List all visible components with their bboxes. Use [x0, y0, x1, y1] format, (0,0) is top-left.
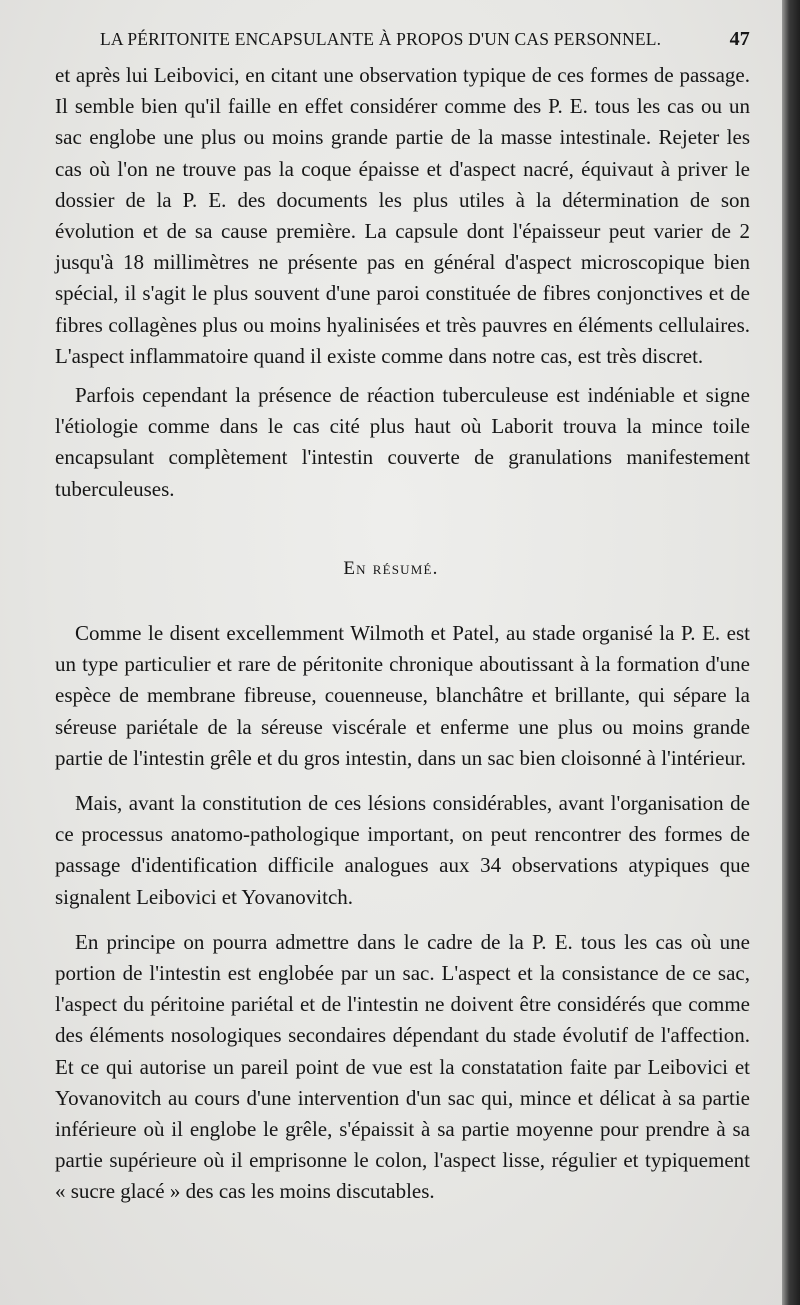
section-heading: En résumé.: [343, 558, 439, 579]
running-header: [100, 24, 750, 54]
running-title: LA PÉRITONITE ENCAPSULANTE À PROPOS D'UN CAS PERSONNEL.: [100, 28, 662, 49]
paragraph: En principe on pourra admettre dans le cadre de la P. E. tous les cas où une portion de l'intestin est englobée par un sac. L'aspect et la consistance de ce sac, l'aspect du péritoine pariétal et de l'intestin ne doivent être considérés que comme des éléments nosologiques secondaires dépendant du stade évolutif de l'affection. Et ce qui autorise un pareil point de vue est la constatation faite par Leibovici et Yovanovitch au cours d'une intervention d'un sac qui, mince et délicat à sa partie inférieure où il englobe le grêle, s'épaissit à sa partie moyenne pour prendre à sa partie supérieure où il emprisonne le colon, l'aspect lisse, régulier et typiquement « sucre glacé » des cas les moins discutables.: [55, 929, 750, 1204]
page-number: 47: [729, 27, 750, 50]
body-text-top: [55, 60, 750, 386]
paragraph: Comme le disent excellemment Wilmoth et Patel, au stade organisé la P. E. est un type particulier et rare de péritonite chronique aboutissant à la formation d'une espèce de membrane fibreuse, couenneuse, blanchâtre et brillante, qui sépare la séreuse pariétale de la séreuse viscérale et enferme une plus ou moins grande partie de l'intestin grêle et du gros intestin, dans un sac bien cloisonné à l'intérieur.: [55, 621, 750, 770]
paragraph: Parfois cependant la présence de réaction tuberculeuse est indéniable et signe l'étiologie comme dans le cas cité plus haut où Laborit trouva la mince toile encapsulant complètement l'intestin couverte de granulations manifestement tuberculeuses.: [55, 383, 750, 501]
body-text-middle: [55, 380, 750, 519]
paragraph: Mais, avant la constitution de ces lésions considérables, avant l'organisation de ce processus anatomo-pathologique important, on peut rencontrer des formes de passage d'identification difficile analogues aux 34 observations atypiques que signalent Leibovici et Yovanovitch.: [55, 791, 750, 909]
body-text-bottom: [55, 618, 750, 1222]
page-edge-shadow: [782, 0, 800, 1305]
paragraph: et après lui Leibovici, en citant une observation typique de ces formes de passage. Il semble bien qu'il faille en effet considérer comme des P. E. tous les cas ou un sac englobe une plus ou moins grande partie de la masse intestinale. Rejeter les cas où l'on ne trouve pas la coque épaisse et d'aspect nacré, équivaut à priver le dossier de la P. E. des documents les plus utiles à la détermination de son évolution et de sa cause première. La capsule dont l'épaisseur peut varier de 2 jusqu'à 18 millimètres ne présente pas en général d'aspect microscopique bien spécial, il s'agit le plus souvent d'une paroi constituée de fibres conjonctives et de fibres collagènes plus ou moins hyalinisées et très pauvres en éléments cellulaires. L'aspect inflammatoire quand il existe comme dans notre cas, est très discret.: [55, 63, 750, 368]
